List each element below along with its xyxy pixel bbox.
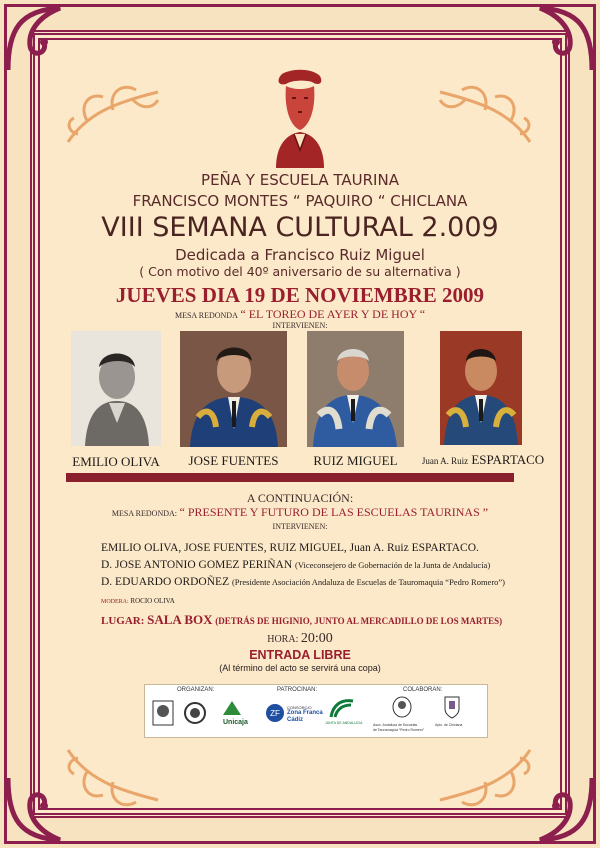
divider-bar [66,473,514,482]
floral-ornament-top-right [430,72,540,152]
mesa2-title: “ PRESENTE Y FUTURO DE LAS ESCUELAS TAURINAS ” [179,505,489,519]
moderator-line [101,597,175,605]
floral-ornament-top-left [58,72,168,152]
caption-espartaco [420,452,546,468]
ayuntamiento-chiclana-logo [443,695,461,719]
svg-text:ZF: ZF [270,709,280,718]
sponsors-panel [144,684,488,738]
corner-ornament-top-left [0,0,80,80]
club-name: PEÑA Y ESCUELA TAURINA [201,171,399,189]
asociacion-text1: Asoc. Andaluza de Escuelas [373,723,418,727]
photo-jose-fuentes [180,331,287,447]
caption-jose-fuentes: JOSE FUENTES [188,453,279,468]
colaboran-label: COLABORAN: [403,687,443,693]
venue-label: LUGAR: [101,615,145,627]
caption-espartaco-first-name: Juan A. Ruiz [421,456,469,466]
asociacion-logo [391,695,413,719]
mesa2-heading [0,505,600,520]
caption-emilio-oliva: EMILIO OLIVA [72,454,160,469]
unicaja-text: Unicaja [223,719,248,726]
participant-gomez [101,559,490,571]
floral-ornament-bottom-right [430,740,540,820]
participant-ordonez-name: D. EDUARDO ORDOÑEZ [101,576,230,588]
zona-franca-text1: CONSORCIO [287,705,312,710]
patrocinan-label: PATROCINAN: [277,687,318,693]
pena-logo [151,699,175,727]
paquiro-emblem [262,68,338,172]
mesa1-intervienen: INTERVIENEN: [272,321,328,330]
dedication: Dedicada a Francisco Ruiz Miguel [175,246,425,264]
participant-gomez-name: D. JOSE ANTONIO GOMEZ PERIÑAN [101,559,293,571]
dedication-motive: ( Con motivo del 40º aniversario de su alternativa ) [139,264,461,279]
mesa2-prefix: MESA REDONDA: [111,509,177,518]
caption-ruiz-miguel: RUIZ MIGUEL [313,453,398,468]
club-subtitle: FRANCISCO MONTES “ PAQUIRO “ CHICLANA [132,192,468,210]
junta-andalucia-logo [327,697,357,719]
mesa1-title: “ EL TOREO DE AYER Y DE HOY “ [240,307,426,321]
time-value: 20:00 [300,631,333,646]
participant-gomez-role: (Viceconsejero de Gobernación de la Junta de Andalucía) [295,560,491,570]
participants-line: EMILIO OLIVA, JOSE FUENTES, RUIZ MIGUEL, Juan A. Ruiz ESPARTACO. [101,542,479,554]
unicaja-logo [221,699,243,717]
mesa2-intervienen: INTERVIENEN: [272,522,328,531]
moderator-name: ROCIO OLIVA [130,597,175,605]
photo-emilio-oliva [71,331,161,446]
venue-detail: (DETRÁS DE HIGINIO, JUNTO AL MERCADILLO DE LOS MARTES) [215,616,503,626]
photo-ruiz-miguel [307,331,404,447]
moderator-label: MODERA: [101,599,129,605]
asociacion-text2: de Tauromaquia “Pedro Romero” [373,728,425,732]
corner-ornament-top-right [520,0,600,80]
escuela-logo [183,701,207,725]
time-line [0,631,600,647]
zona-franca-text2: Zona Franca [287,710,323,716]
zona-franca-text3: Cádiz [287,717,304,723]
free-entry: ENTRADA LIBRE [249,648,351,662]
participant-ordonez-role: (Presidente Asociación Andaluza de Escuelas de Tauromaquia “Pedro Romero”) [231,577,506,587]
venue-line [101,612,502,628]
continuacion-label: A CONTINUACIÓN: [246,491,354,505]
drinks-note: (Al término del acto se servirá una copa) [219,663,381,673]
venue-name: SALA BOX [147,612,213,627]
time-label: HORA: [267,634,299,645]
event-title: VIII SEMANA CULTURAL 2.009 [101,212,499,243]
organizan-label: ORGANIZAN: [177,687,215,693]
floral-ornament-bottom-left [58,740,168,820]
zona-franca-logo [265,703,285,723]
event-date: JUEVES DIA 19 DE NOVIEMBRE 2009 [115,283,485,307]
mesa1-prefix: MESA REDONDA [174,311,238,320]
mesa1-heading [0,307,600,322]
participant-ordonez [101,576,505,588]
photo-espartaco [440,331,522,445]
ayuntamiento-text: Ayto. de Chiclana [435,723,463,727]
caption-espartaco-name: ESPARTACO [471,452,545,467]
junta-text: JUNTA DE ANDALUCIA [325,721,363,725]
